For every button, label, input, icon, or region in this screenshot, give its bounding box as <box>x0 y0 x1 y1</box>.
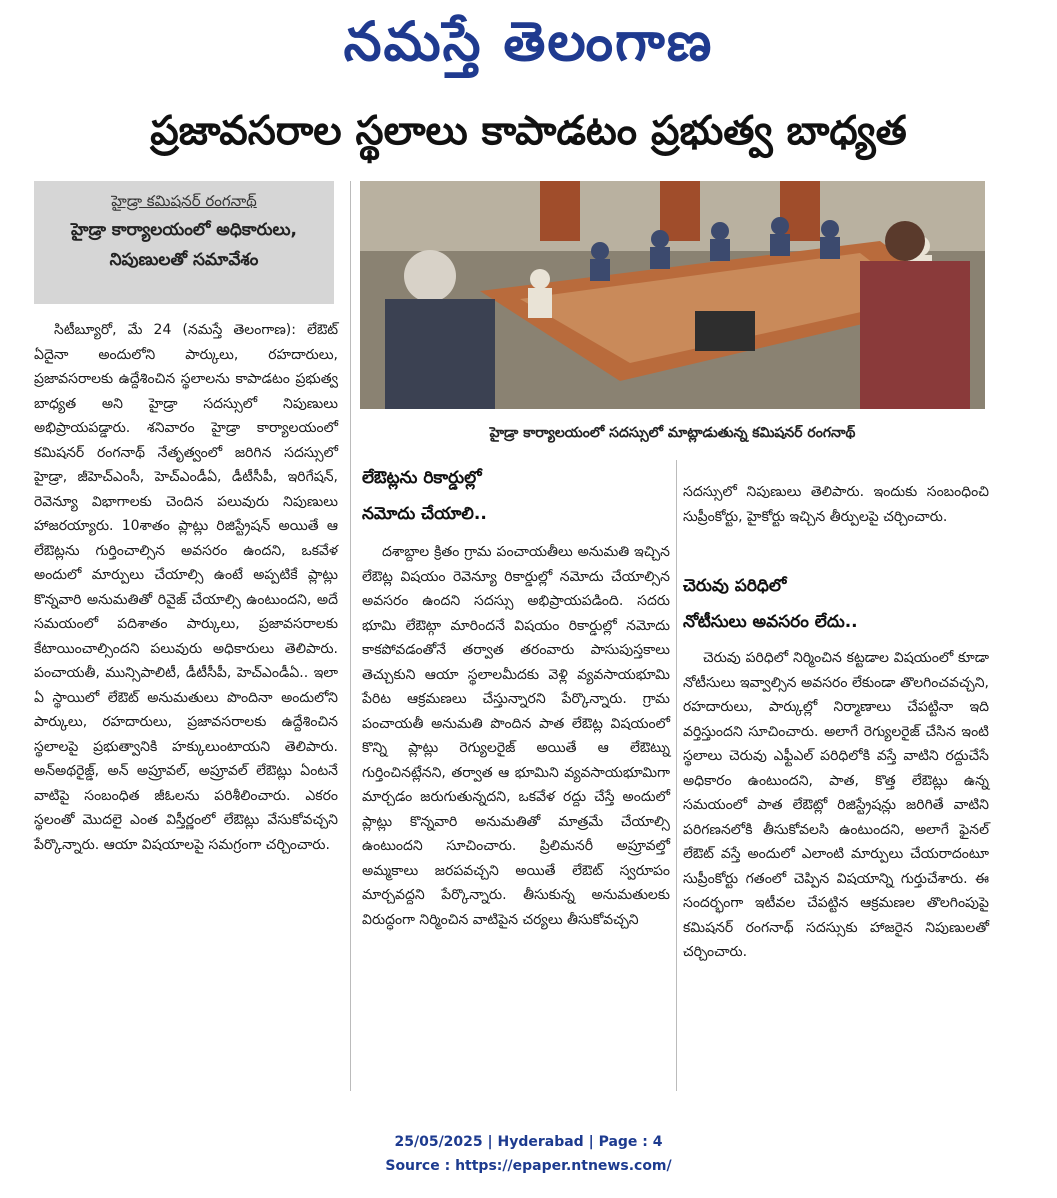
footer-dateline: 25/05/2025 | Hyderabad | Page : 4 <box>394 1134 663 1150</box>
column-3-top-text: సదస్సులో నిపుణులు తెలిపారు. ఇందుకు సంబంధించి సుప్రీంకోర్టు, హైకోర్టు ఇచ్చిన తీర్పులపై చర్చించారు. <box>683 484 989 525</box>
masthead-title: నమస్తే తెలంగాణ <box>343 9 714 73</box>
article-column-2 <box>362 540 670 932</box>
column-2-text: దశాబ్దాల క్రితం గ్రామ పంచాయతీలు అనుమతి ఇచ్చిన లేఔట్ల విషయం రెవెన్యూ రికార్డుల్లో నమోదు చేయాల్సిన అవసరం ఉందని సదస్సు అభిప్రాయపడింది. సదరు భూమి లేఔట్గా మారిందనే విషయం రికార్డుల్లో నమోదు కాకపోవడంతోనే తర్వాత తరంవారు పాసుపుస్తకాలు తెచ్చుకుని ఆయా స్థలాలమీదకు వెళ్లి వ్యవసాయభూమి పేరిట ఆక్రమణలు చేస్తున్నారని పేర్కొన్నారు. గ్రామ పంచాయతీ అనుమతి పొందిన పాత లేఔట్ల విషయంలో కొన్ని ప్లాట్లు రెగ్యులరైజ్ అయితే ఆ లేఔట్ను గుర్తించినట్లేనని, తర్వాత ఆ భూమిని వ్యవసాయభూమిగా మార్చడం జరుగుతున్నదని, ఒకవేళ రద్దు చేస్తే అందులో ప్లాట్లు కొన్నవారి అనుమతితో మాత్రమే చేయాల్సి ఉంటుందని సూచించారు. ప్రిలిమనరీ అప్రూవల్తో అమ్మకాలు జరపవచ్చని అయితే లేఔట్ స్వరూపం మార్చవద్దని పేర్కొన్నారు. తీసుకున్న అనుమతులకు విరుద్ధంగా నిర్మించిన వాటిపైన చర్యలు తీసుకోవచ్చని <box>362 544 670 928</box>
column-2-subhead <box>362 460 662 532</box>
meeting-photo-illustration <box>360 181 985 409</box>
newspaper-masthead <box>0 6 1057 76</box>
article-column-3-body <box>683 646 989 965</box>
column-2-subhead-line-1: లేఔట్లను రికార్డుల్లో <box>362 468 482 488</box>
highlight-box <box>34 181 334 304</box>
column-3-subhead-line-2: నోటీసులు అవసరం లేదు.. <box>683 612 858 632</box>
column-1-text: సిటీబ్యూరో, మే 24 (నమస్తే తెలంగాణ): లేఔట్ ఏదైనా అందులోని పార్కులు, రహదారులు, ప్రజావసరాలకు ఉద్దేశించిన స్థలాలను కాపాడటం ప్రభుత్వ బాధ్యత అని హైడ్రా సదస్సులో నిపుణులు అభిప్రాయపడ్డారు. శనివారం హైడ్రా కార్యాలయంలో కమిషనర్ రంగనాథ్ నేతృత్వంలో జరిగిన సదస్సులో హైడ్రా, జీహెచ్ఎంసీ, హెచ్ఎండీఏ, డీటీసీపీ, ఇరిగేషన్, రెవెన్యూ విభాగాలకు చెందిన పలువురు నిపుణులు హాజరయ్యారు. 10శాతం ప్లాట్లు రిజిస్ట్రేషన్ అయితే ఆ లేఔట్లను గుర్తించాల్సిన అవసరం ఉందని, ఒకవేళ అందులో మార్పులు చేయాల్సి ఉంటే అప్పటికే ప్లాట్లు కొన్నవారి అనుమతితో రివైజ్ చేయాల్సి ఉంటుందని, అదే సమయంలో పదిశాతం పార్కులు, ప్రజావసరాలకు కేటాయించాల్సిందని పలువురు అధికారులు తెలిపారు. పంచాయతీ, మున్సిపాలిటీ, డీటీసీపీ, హెచ్ఎండీఏ.. ఇలా ఏ స్థాయిలో లేఔట్ అనుమతులు పొందినా అందులోని పార్కులు, రహదారులు, ప్రజావసరాలకు ఉద్దేశించిన స్థలాలపై ప్రభుత్వానికి హక్కులుంటాయని తెలిపారు. అన్అథరైజ్డ్, అన్ అప్రూవల్, అప్రూవల్ లేఔట్లు ఏంటనే వాటిపై సంబంధిత జీఓలను పరిశీలించారు. ఎకరం స్థలంతో మొదలై ఎంత విస్తీర్ణంలో లేఔట్లు వేసుకోవచ్చని పేర్కొన్నారు. ఆయా విషయాలపై సమగ్రంగా చర్చించారు. <box>34 322 338 853</box>
column-divider-2 <box>676 460 677 1091</box>
headline-text: ప్రజావసరాల స్థలాలు కాపాడటం ప్రభుత్వ బాధ్యత <box>150 108 907 154</box>
column-3-subhead <box>683 568 983 640</box>
deck-line-1: హైడ్రా కార్యాలయంలో అధికారులు, <box>71 220 297 240</box>
article-column-1 <box>34 318 338 857</box>
photo-caption: హైడ్రా కార్యాలయంలో సదస్సులో మాట్లాడుతున్న కమిషనర్ రంగనాథ్ <box>489 425 856 441</box>
footer-source: Source : https://epaper.ntnews.com/ <box>385 1158 672 1174</box>
column-2-subhead-line-2: నమోదు చేయాలి.. <box>362 504 487 524</box>
meeting-photo <box>360 181 985 409</box>
column-3-text: చెరువు పరిధిలో నిర్మించిన కట్టడాల విషయంలో కూడా నోటీసులు ఇవ్వాల్సిన అవసరం లేకుండా తొలగించవచ్చని, రహదారులు, పార్కుల్లో నిర్మాణాలు చేపట్టినా ఇది వర్తిస్తుందని సూచించారు. అలాగే రెగ్యులరైజ్ చేసిన ఇంటి స్థలాలు చెరువు ఎఫ్టీఎల్ పరిధిలోకి వస్తే వాటిని రద్దుచేసే అధికారం ఉంటుందని, పాత, కొత్త లేఔట్లు ఉన్న సమయంలో పాత లేఔట్లో రిజిస్ట్రేషన్లు జరిగితే వాటిని పరిగణనలోకి తీసుకోవలసి ఉంటుందని, అలాగే ఫైనల్ లేఔట్ వస్తే అందులో ఎలాంటి మార్పులు చేయరాదంటూ సుప్రీంకోర్టు గతంలో చెప్పిన విషయాన్ని గుర్తుచేశారు. ఈ సందర్భంగా ఇటీవల చేపట్టిన ఆక్రమణల తొలగింపుపై కమిషనర్ రంగనాథ్ సదస్సుకు హాజరైన నిపుణులతో చర్చించారు. <box>683 650 989 960</box>
column-3-subhead-line-1: చెరువు పరిధిలో <box>683 576 787 596</box>
deck-line-2: నిపుణులతో సమావేశం <box>109 250 259 270</box>
column-divider-1 <box>350 181 351 1091</box>
kicker-text: హైడ్రా కమిషనర్ రంగనాథ్ <box>111 192 257 210</box>
article-column-3 <box>683 480 989 529</box>
article-headline <box>20 96 1037 166</box>
